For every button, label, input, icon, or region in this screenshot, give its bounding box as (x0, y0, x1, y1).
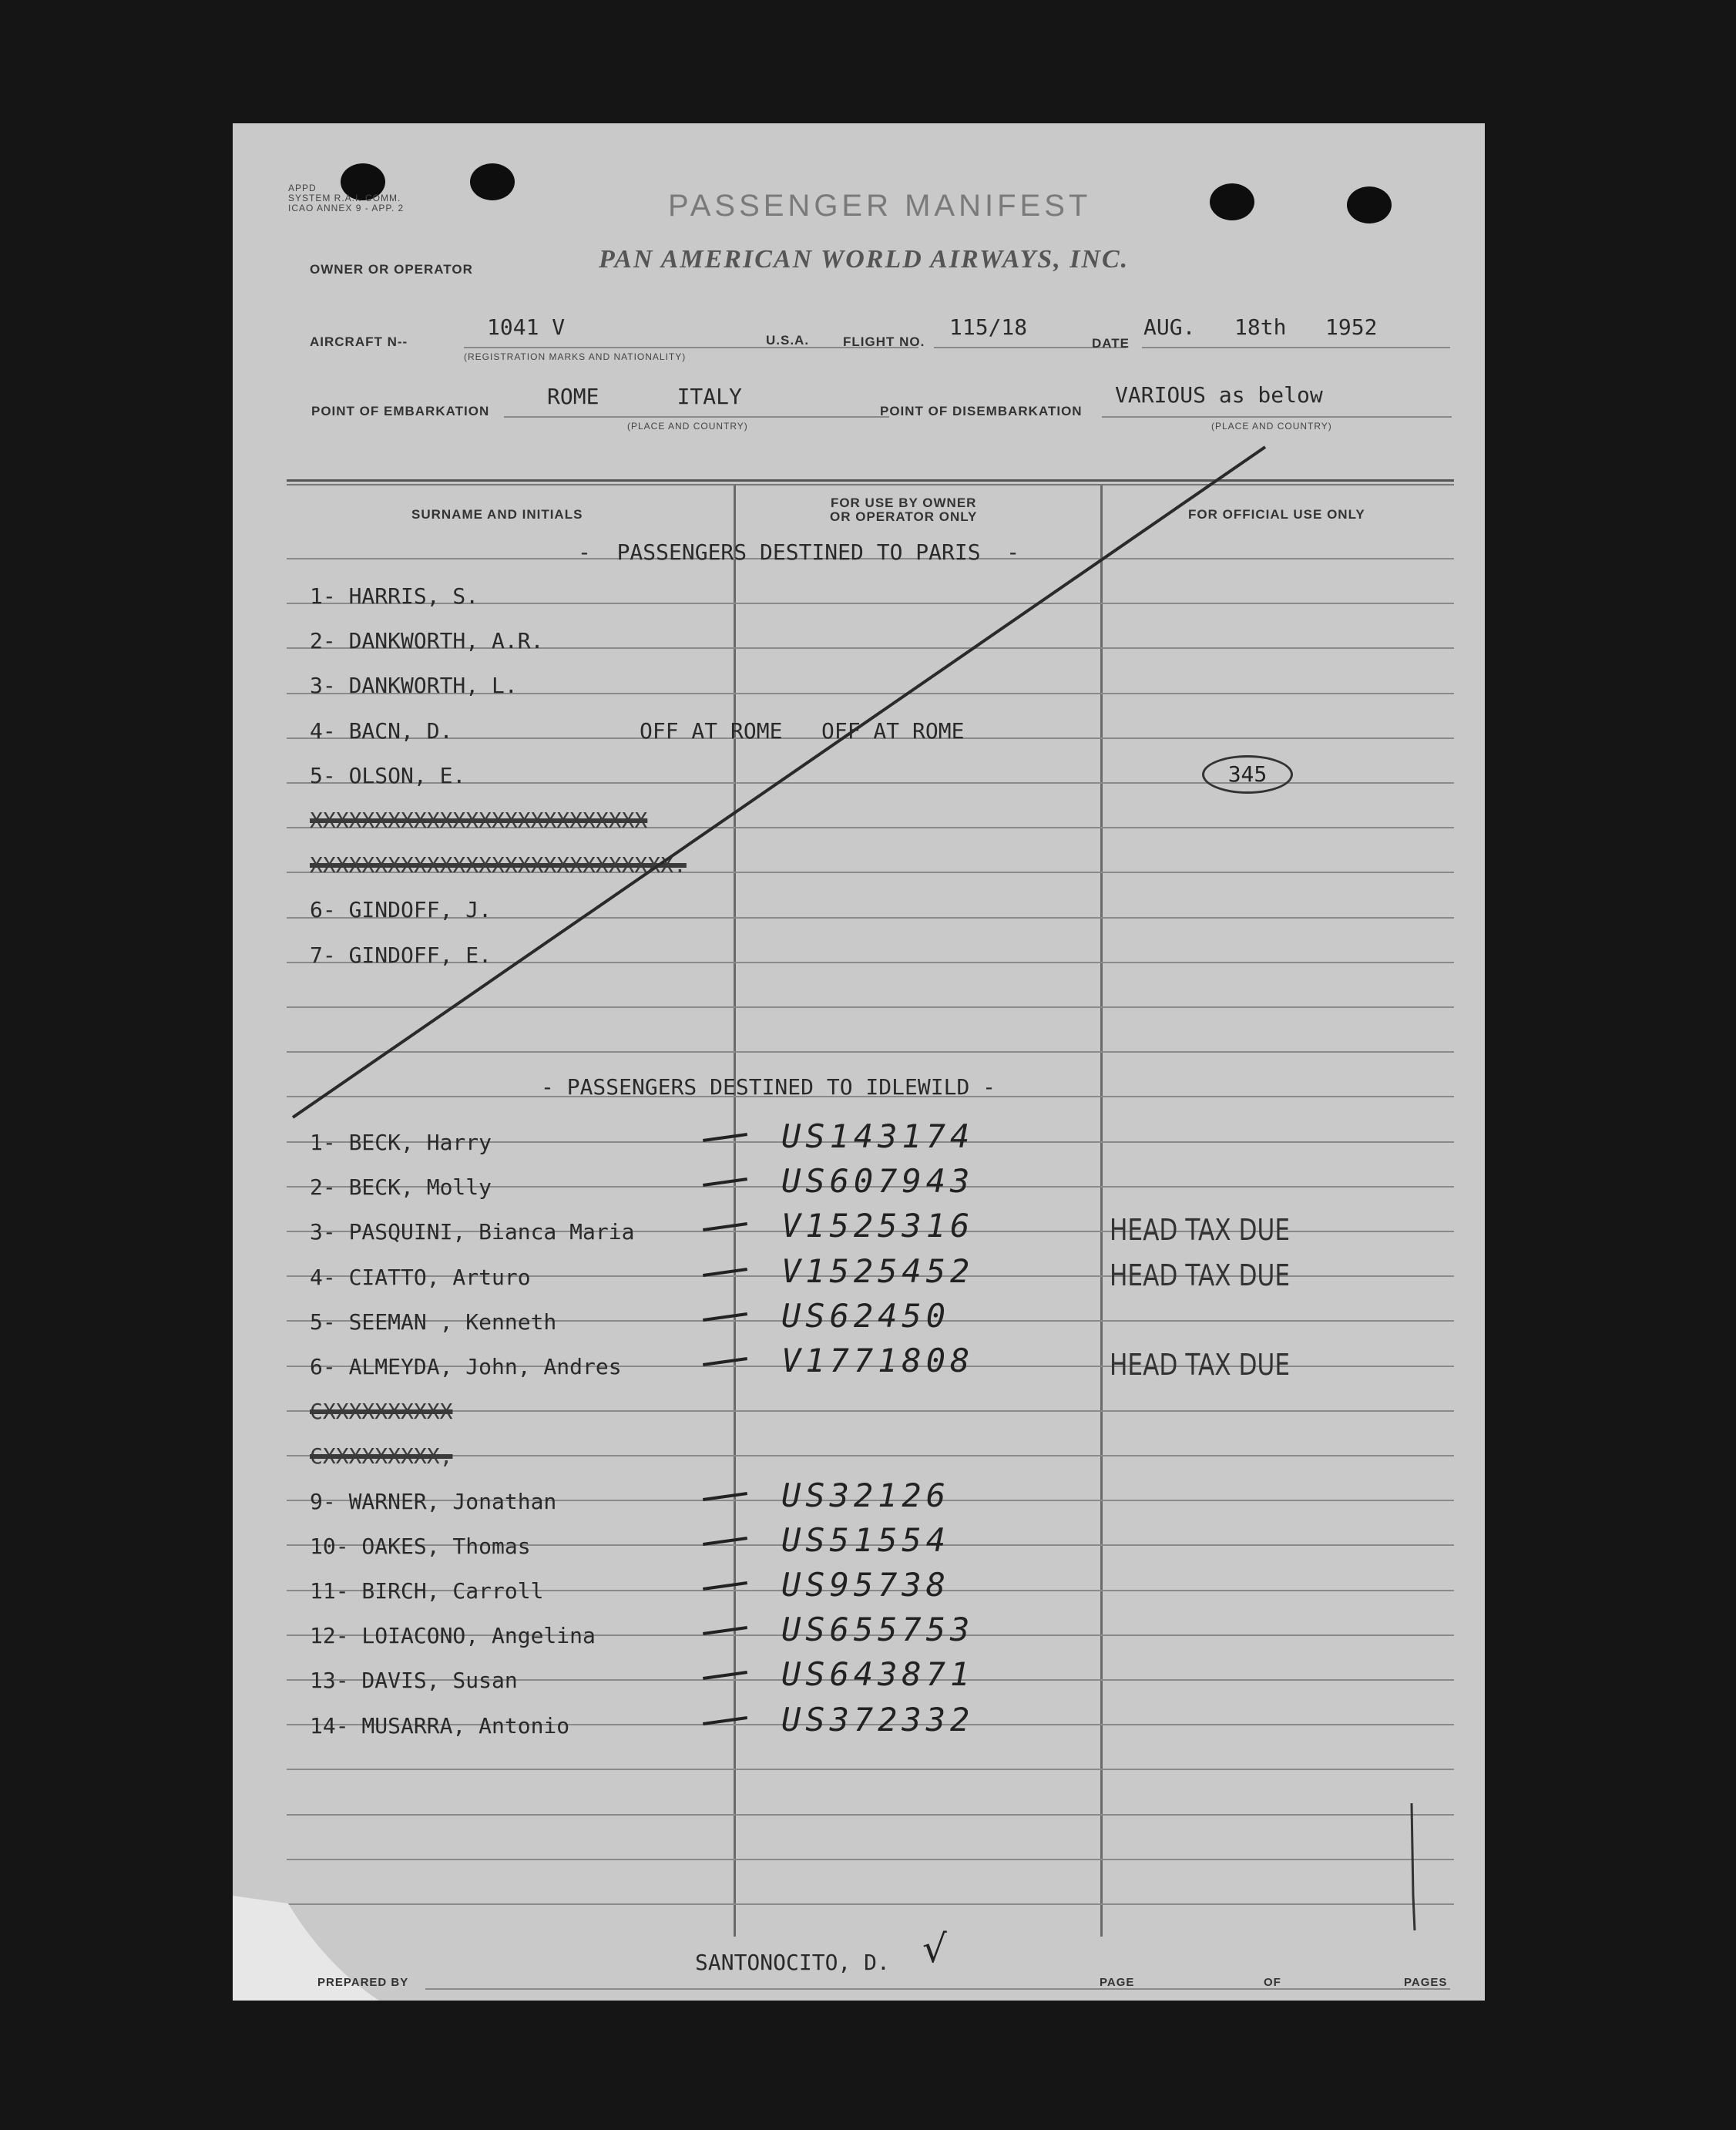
disembarkation-label: POINT OF DISEMBARKATION (880, 404, 1083, 418)
cancellation-line (233, 123, 1485, 2001)
signature-mark: √ (922, 1927, 947, 1971)
passenger-name: 7- GINDOFF, E. (310, 942, 492, 968)
date-value: AUG. 18th 1952 (1143, 314, 1378, 340)
passport-number: US372332 (781, 1700, 975, 1739)
place-note: (PLACE AND COUNTRY) (627, 421, 748, 432)
column-header-official-use: FOR OFFICIAL USE ONLY (1188, 507, 1365, 522)
passport-number: US32126 (781, 1476, 951, 1514)
passenger-note: OFF AT ROME OFF AT ROME (640, 717, 965, 744)
registration-note: (REGISTRATION MARKS AND NATIONALITY) (464, 351, 687, 362)
passenger-name: 5- SEEMAN , Kenneth (310, 1309, 557, 1335)
passenger-name: 2- BECK, Molly (310, 1174, 492, 1201)
head-tax-stamp: HEAD TAX DUE (1110, 1258, 1291, 1292)
head-tax-stamp: HEAD TAX DUE (1110, 1213, 1291, 1248)
of-label: OF (1264, 1976, 1281, 1989)
passport-number: V1525452 (781, 1251, 975, 1290)
passenger-name: XXXXXXXXXXXXXXXXXXXXXXXXXX (310, 808, 648, 833)
section-header-idlewild: - PASSENGERS DESTINED TO IDLEWILD - (541, 1074, 996, 1100)
passenger-name: 9- WARNER, Jonathan (310, 1488, 557, 1514)
passenger-name: 12- LOIACONO, Angelina (310, 1623, 596, 1649)
embarkation-value: ROME ITALY (547, 384, 742, 409)
passport-number: V1771808 (781, 1342, 975, 1379)
head-tax-stamp: HEAD TAX DUE (1110, 1348, 1291, 1382)
passport-number: US607943 (781, 1162, 975, 1201)
column-header-surname: SURNAME AND INITIALS (411, 507, 583, 522)
passport-number: US62450 (781, 1296, 951, 1335)
page-label: PAGE (1100, 1976, 1135, 1989)
passport-number: US655753 (781, 1611, 975, 1649)
aircraft-value: 1041 V (487, 314, 566, 340)
passenger-name: 10- OAKES, Thomas (310, 1533, 531, 1559)
embarkation-label: POINT OF EMBARKATION (311, 404, 490, 418)
aircraft-label: AIRCRAFT N-- (310, 334, 408, 349)
prepared-by-label: PREPARED BY (317, 1976, 409, 1989)
passenger-name: 3- DANKWORTH, L. (310, 673, 518, 699)
owner-value: PAN AMERICAN WORLD AIRWAYS, INC. (599, 245, 1130, 274)
passenger-name: 4- BACN, D. (310, 717, 453, 744)
flight-label: FLIGHT NO. (843, 334, 925, 349)
passport-number: US143174 (781, 1117, 975, 1155)
manifest-sheet (233, 123, 1485, 2001)
passenger-name: 1- HARRIS, S. (310, 583, 479, 609)
passenger-name: 2- DANKWORTH, A.R. (310, 628, 544, 654)
section-header-paris: - PASSENGERS DESTINED TO PARIS - (578, 539, 1020, 565)
passenger-name: CXXXXXXXXX, (310, 1443, 453, 1470)
disembarkation-value: VARIOUS as below (1115, 382, 1323, 408)
passenger-name: 5- OLSON, E. (310, 762, 466, 788)
passenger-name: 13- DAVIS, Susan (310, 1668, 518, 1694)
passport-number: V1525316 (781, 1207, 975, 1245)
passenger-name: 11- BIRCH, Carroll (310, 1578, 544, 1604)
column-header-owner-use: FOR USE BY OWNER OR OPERATOR ONLY (830, 496, 978, 524)
passport-number: US643871 (781, 1655, 975, 1694)
usa-label: U.S.A. (766, 333, 810, 348)
passenger-name: 14- MUSARRA, Antonio (310, 1712, 570, 1739)
passenger-name: 4- CIATTO, Arturo (310, 1264, 531, 1290)
passenger-name: 1- BECK, Harry (310, 1130, 492, 1155)
form-code: APPD SYSTEM R.A.I. COMM. ICAO ANNEX 9 - APP. 2 (288, 183, 405, 213)
passenger-name: 3- PASQUINI, Bianca Maria (310, 1219, 635, 1245)
flight-value: 115/18 (949, 314, 1028, 340)
pages-label: PAGES (1404, 1976, 1448, 1989)
passenger-name: CXXXXXXXXXX (310, 1399, 453, 1425)
passenger-name: 6- ALMEYDA, John, Andres (310, 1354, 622, 1379)
passenger-name: XXXXXXXXXXXXXXXXXXXXXXXXXXXX. (310, 852, 687, 879)
owner-label: OWNER OR OPERATOR (310, 262, 473, 277)
prepared-by-value: SANTONOCITO, D. (695, 1950, 890, 1975)
date-label: DATE (1092, 336, 1130, 351)
passport-number: US95738 (781, 1566, 951, 1604)
place-note: (PLACE AND COUNTRY) (1211, 421, 1332, 432)
official-stamp-number: 345 (1202, 755, 1293, 794)
passenger-name: 6- GINDOFF, J. (310, 897, 492, 923)
page-title: PASSENGER MANIFEST (668, 189, 1092, 223)
passport-number: US51554 (781, 1520, 951, 1559)
